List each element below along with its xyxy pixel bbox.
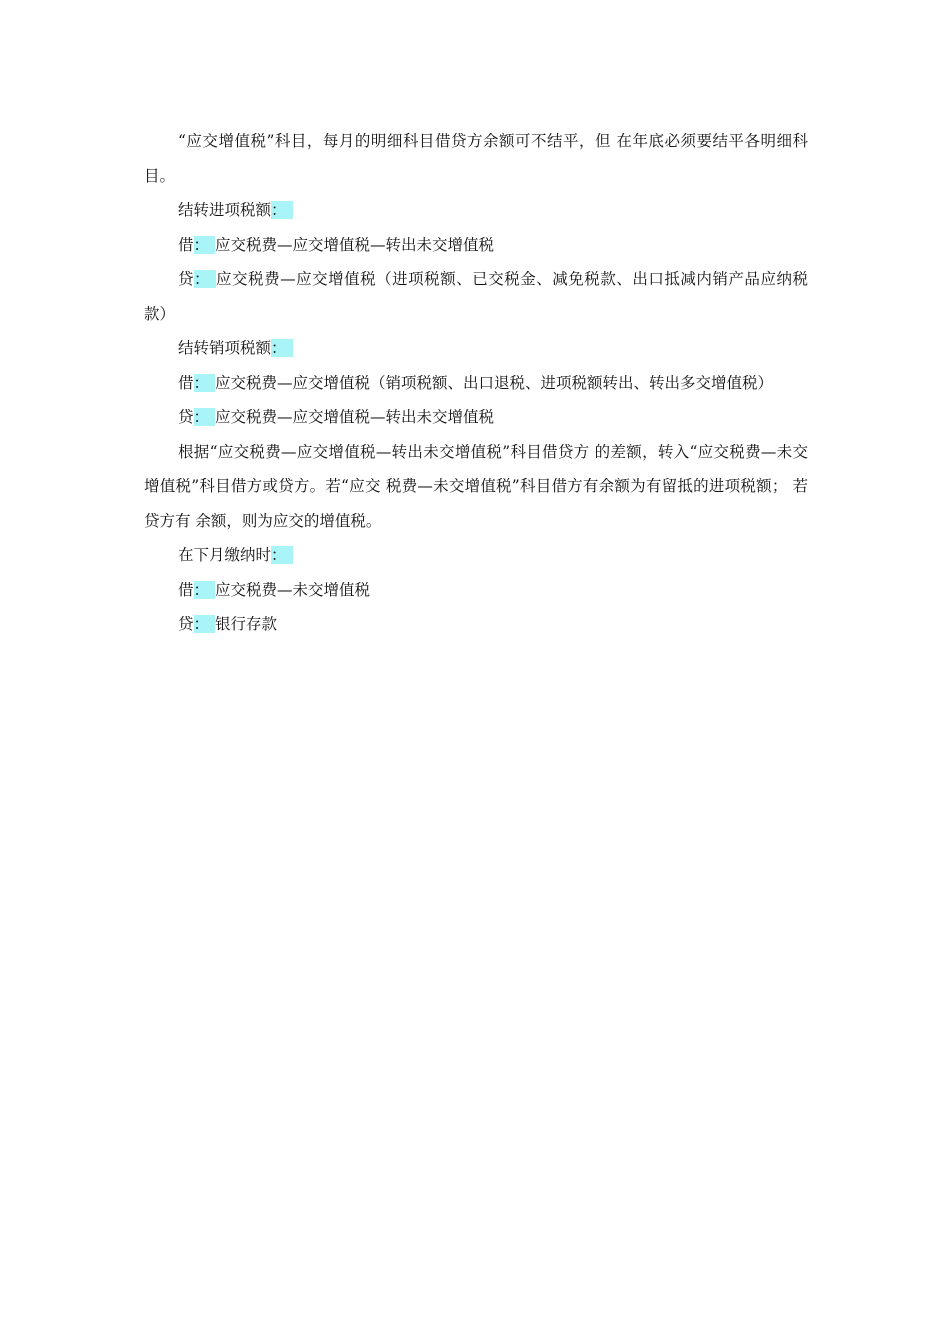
paragraph-transfer-input-tax	[144, 193, 808, 228]
paragraph-credit-entry	[144, 607, 808, 642]
text: 贷	[178, 270, 195, 288]
text: 应交税费—应交增值税—转出未交增值税	[215, 235, 495, 254]
paragraph-debit-entry	[144, 228, 808, 263]
text: 结转销项税额	[178, 339, 272, 357]
text: 应交税费—应交增值税—转出未交增值税	[215, 408, 495, 426]
text: 应交税费—应交增值税（销项税额、出口退税、进项税额转出、转出多交增值税）	[215, 373, 774, 392]
text: “应交增值税”科目，每月的明细科目借贷方余额可不结平，但 在年底必须要结平各明细科目。	[144, 132, 808, 185]
text: 结转进项税额	[178, 201, 272, 219]
text: 根据“应交税费—应交增值税—转出未交增值税”科目借贷方 的差额，转入“应交税费—未交增值税”科目借方或贷方。若“应交 税费—未交增值税”科目借方有余额为有留抵的进项税额； 若贷方有 余额，则为应交的增值税。	[144, 442, 808, 530]
highlighted-colon: ：	[271, 546, 293, 564]
paragraph-vat-account-note	[144, 124, 808, 193]
paragraph-credit-entry	[144, 262, 808, 331]
text: 应交税费—未交增值税	[215, 580, 371, 599]
highlighted-colon: ：	[194, 615, 216, 633]
text: 应交税费—应交增值税（进项税额、已交税金、减免税款、出口抵减内销产品应纳税款）	[144, 270, 808, 323]
document-body	[144, 124, 808, 642]
text: 银行存款	[215, 615, 278, 633]
highlighted-colon: ：	[271, 339, 293, 357]
text: 贷	[178, 615, 194, 633]
paragraph-transfer-output-tax	[144, 331, 808, 366]
paragraph-debit-entry	[144, 366, 808, 401]
highlighted-colon: ：	[194, 270, 216, 288]
paragraph-next-month-payment	[144, 538, 808, 573]
text: 借	[178, 580, 194, 599]
text: 借	[178, 373, 194, 392]
highlighted-colon: ：	[194, 408, 216, 426]
highlighted-colon: ：	[271, 201, 293, 219]
highlighted-colon: ：	[194, 236, 216, 254]
paragraph-credit-entry	[144, 400, 808, 435]
paragraph-difference-transfer	[144, 435, 808, 539]
highlighted-colon: ：	[194, 374, 216, 392]
highlighted-colon: ：	[194, 581, 216, 599]
text: 在下月缴纳时	[178, 546, 272, 564]
text: 借	[178, 235, 194, 254]
paragraph-debit-entry	[144, 573, 808, 608]
text: 贷	[178, 408, 194, 426]
